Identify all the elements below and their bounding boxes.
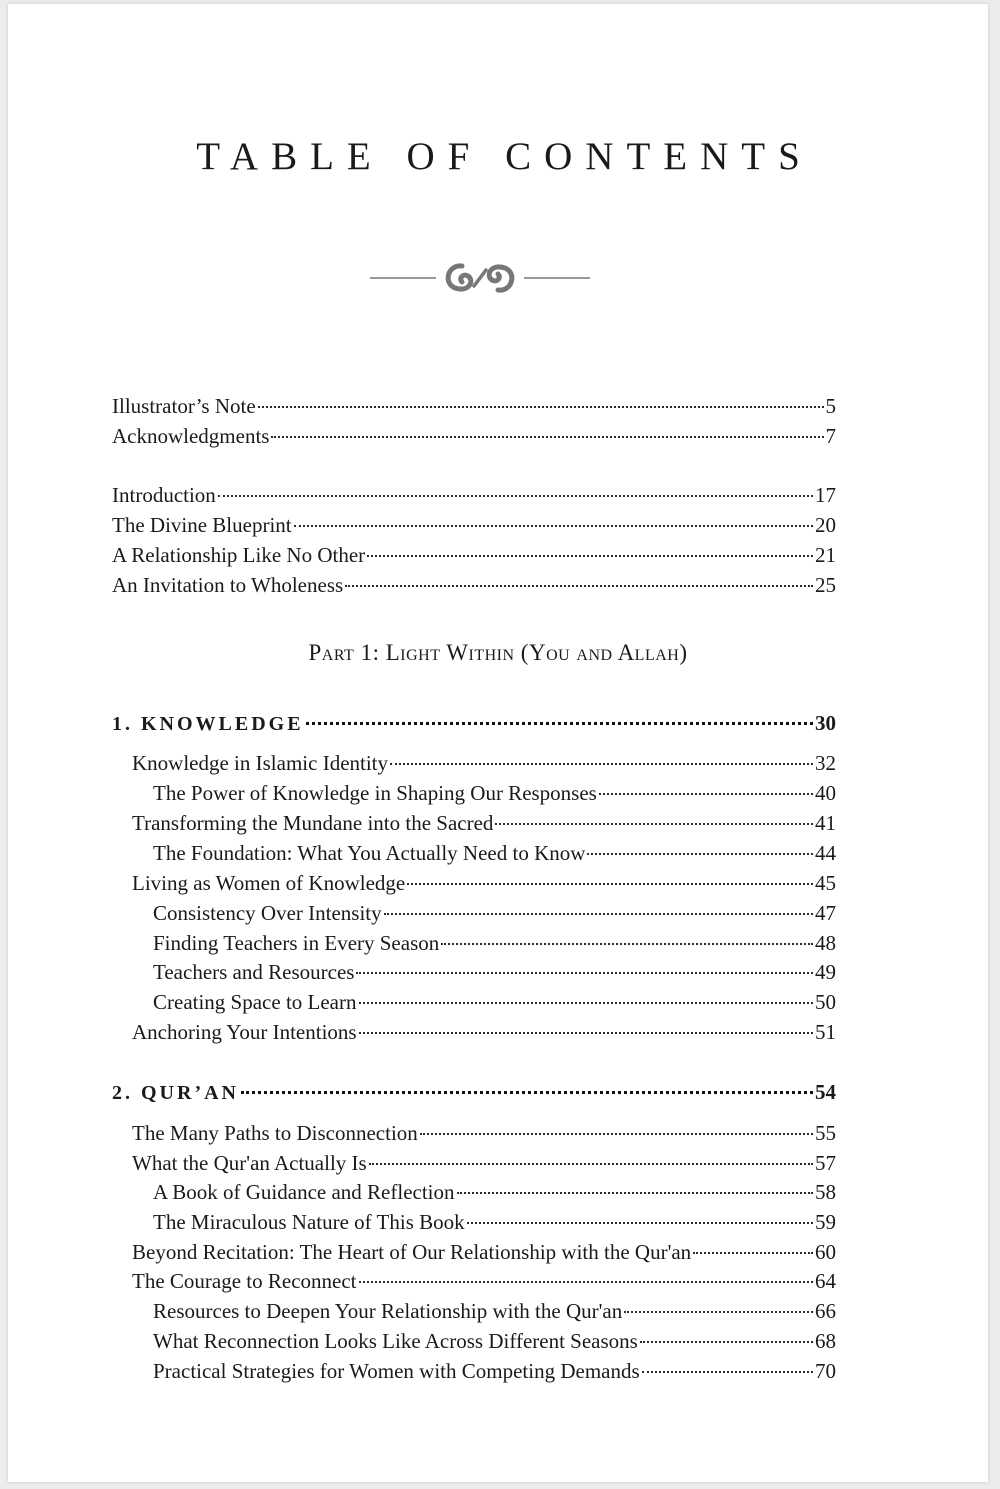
toc-entry-label: The Divine Blueprint — [112, 513, 292, 537]
toc-entry-page: 25 — [815, 573, 836, 597]
toc-entry-label: The Foundation: What You Actually Need to Know — [153, 841, 586, 865]
dot-leader — [369, 1163, 813, 1165]
dot-leader — [258, 406, 824, 408]
toc-subentry[interactable] — [153, 839, 836, 867]
toc-entry[interactable] — [132, 1149, 836, 1177]
dot-leader — [407, 883, 813, 885]
toc-entry-page: 20 — [815, 513, 836, 537]
dot-leader — [359, 1281, 814, 1283]
dot-leader — [241, 1091, 813, 1094]
toc-entry-label: A Book of Guidance and Reflection — [153, 1180, 455, 1204]
toc-entry[interactable] — [112, 481, 836, 509]
toc-entry-label: What Reconnection Looks Like Across Different Seasons — [153, 1329, 638, 1353]
dot-leader — [640, 1341, 813, 1343]
dot-leader — [457, 1192, 813, 1194]
toc-entry[interactable] — [112, 392, 836, 420]
toc-entry[interactable] — [132, 1018, 836, 1046]
toc-entry[interactable] — [132, 869, 836, 897]
toc-entry[interactable] — [132, 809, 836, 837]
toc-entry-page: 32 — [815, 751, 836, 775]
dot-leader — [587, 853, 813, 855]
toc-entry-label: Introduction — [112, 483, 216, 507]
document-page — [8, 4, 988, 1482]
toc-entry-label: Living as Women of Knowledge — [132, 871, 406, 895]
toc-subentry[interactable] — [153, 1357, 836, 1385]
chapter-page: 54 — [815, 1080, 836, 1104]
dot-leader — [345, 585, 813, 587]
toc-entry-page: 5 — [825, 394, 836, 418]
dot-leader — [599, 793, 813, 795]
toc-entry-label: The Power of Knowledge in Shaping Our Responses — [153, 781, 597, 805]
toc-entry-page: 44 — [815, 841, 836, 865]
toc-subentry[interactable] — [153, 1178, 836, 1206]
toc-entry-page: 7 — [825, 424, 836, 448]
toc-entry-page: 57 — [815, 1151, 836, 1175]
toc-entry-label: Acknowledgments — [112, 424, 270, 448]
toc-entry[interactable] — [112, 541, 836, 569]
chapter-heading-quran[interactable] — [112, 1078, 836, 1106]
dot-leader — [218, 495, 813, 497]
toc-entry[interactable] — [112, 571, 836, 599]
toc-entry-page: 70 — [815, 1359, 836, 1383]
toc-entry-page: 41 — [815, 811, 836, 835]
dot-leader — [420, 1133, 813, 1135]
toc-entry-label: What the Qur'an Actually Is — [132, 1151, 367, 1175]
toc-entry-label: The Miraculous Nature of This Book — [153, 1210, 465, 1234]
toc-entry-page: 50 — [815, 990, 836, 1014]
toc-entry-page: 49 — [815, 960, 836, 984]
chapter-heading-knowledge[interactable] — [112, 709, 836, 737]
toc-entry-label: Beyond Recitation: The Heart of Our Relationship with the Qur'an — [132, 1240, 692, 1264]
toc-entry-page: 55 — [815, 1121, 836, 1145]
toc-subentry[interactable] — [153, 779, 836, 807]
dot-leader — [359, 1032, 813, 1034]
toc-entry-label: Creating Space to Learn — [153, 990, 357, 1014]
toc-entry-page: 47 — [815, 901, 836, 925]
toc-entry[interactable] — [132, 749, 836, 777]
dot-leader — [624, 1311, 813, 1313]
toc-entry-page: 66 — [815, 1299, 836, 1323]
dot-leader — [441, 943, 813, 945]
toc-subentry[interactable] — [153, 929, 836, 957]
dot-leader — [356, 972, 813, 974]
toc-subentry[interactable] — [153, 1208, 836, 1236]
toc-entry-label: Consistency Over Intensity — [153, 901, 382, 925]
toc-entry-page: 64 — [815, 1269, 836, 1293]
toc-entry-label: Practical Strategies for Women with Competing Demands — [153, 1359, 640, 1383]
toc-entry[interactable] — [132, 1267, 836, 1295]
toc-subentry[interactable] — [153, 958, 836, 986]
dot-leader — [359, 1002, 814, 1004]
toc-entry-label: Anchoring Your Intentions — [132, 1020, 357, 1044]
toc-entry[interactable] — [112, 511, 836, 539]
toc-entry-label: Resources to Deepen Your Relationship with the Qur'an — [153, 1299, 623, 1323]
page-title: TABLE OF CONTENTS — [196, 135, 813, 178]
toc-subentry[interactable] — [153, 1327, 836, 1355]
toc-entry-page: 59 — [815, 1210, 836, 1234]
dot-leader — [642, 1371, 813, 1373]
dot-leader — [693, 1252, 813, 1254]
toc-entry-label: A Relationship Like No Other — [112, 543, 366, 567]
chapter-label: 1. KNOWLEDGE — [112, 713, 304, 735]
part-heading: Part 1: Light Within (You and Allah) — [308, 640, 688, 665]
toc-entry-page: 17 — [815, 483, 836, 507]
toc-entry-label: The Many Paths to Disconnection — [132, 1121, 418, 1145]
toc-entry-label: An Invitation to Wholeness — [112, 573, 344, 597]
chapter-page: 30 — [815, 711, 836, 735]
dot-leader — [390, 763, 813, 765]
toc-subentry[interactable] — [153, 988, 836, 1016]
toc-entry-label: Knowledge in Islamic Identity — [132, 751, 389, 775]
dot-leader — [294, 525, 813, 527]
toc-entry-page: 60 — [815, 1240, 836, 1264]
toc-entry-label: Illustrator’s Note — [112, 394, 256, 418]
dot-leader — [467, 1222, 813, 1224]
dot-leader — [271, 436, 823, 438]
toc-entry-label: Teachers and Resources — [153, 960, 355, 984]
toc-entry-page: 21 — [815, 543, 836, 567]
toc-entry-page: 68 — [815, 1329, 836, 1353]
toc-entry-page: 48 — [815, 931, 836, 955]
toc-entry[interactable] — [132, 1119, 836, 1147]
toc-entry-label: The Courage to Reconnect — [132, 1269, 357, 1293]
toc-subentry[interactable] — [153, 1297, 836, 1325]
chapter-label: 2. QUR’AN — [112, 1082, 239, 1104]
toc-entry-label: Transforming the Mundane into the Sacred — [132, 811, 494, 835]
toc-entry-page: 51 — [815, 1020, 836, 1044]
dot-leader — [384, 913, 813, 915]
toc-entry-page: 45 — [815, 871, 836, 895]
ornament-divider-icon — [370, 256, 590, 300]
toc-entry-label: Finding Teachers in Every Season — [153, 931, 440, 955]
toc-entry[interactable] — [132, 1238, 836, 1266]
toc-subentry[interactable] — [153, 899, 836, 927]
dot-leader — [306, 722, 813, 725]
toc-entry-page: 58 — [815, 1180, 836, 1204]
dot-leader — [367, 555, 813, 557]
dot-leader — [495, 823, 813, 825]
toc-entry-page: 40 — [815, 781, 836, 805]
toc-entry[interactable] — [112, 422, 836, 450]
